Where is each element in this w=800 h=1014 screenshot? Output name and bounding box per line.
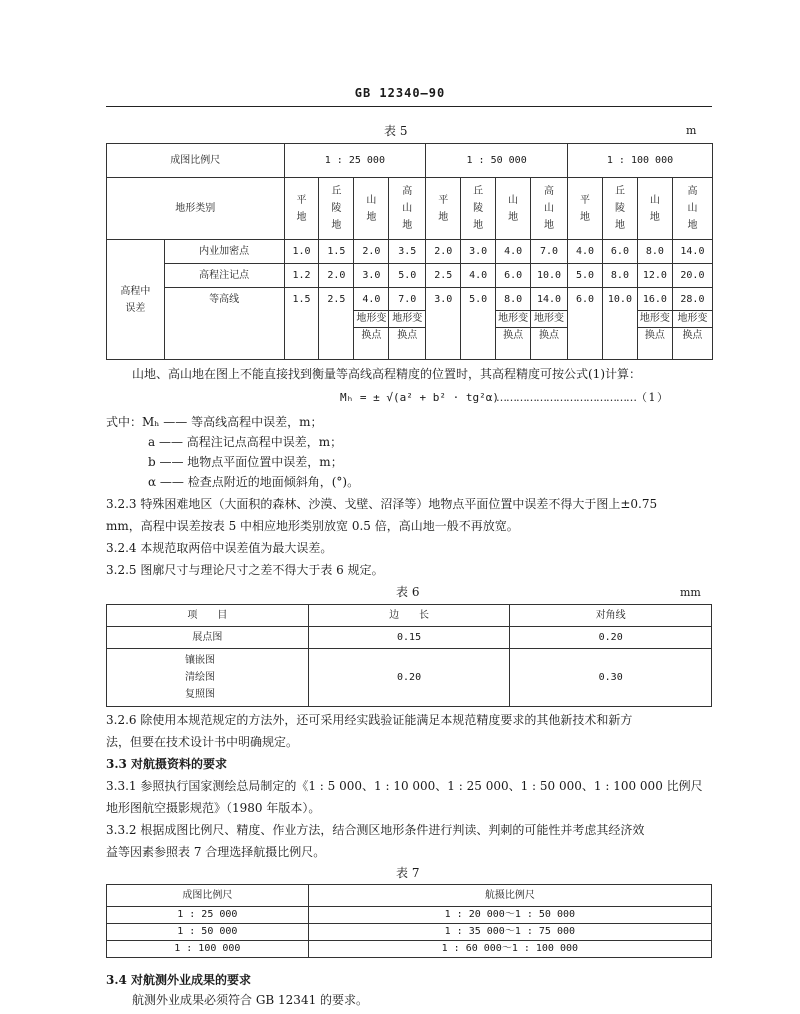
formula-number: ……………………………………（ 1 ） <box>496 391 667 404</box>
col-header-item: 项 目 <box>107 605 309 627</box>
cell-value: 1 : 20 000～1 : 50 000 <box>308 907 711 924</box>
section-3-3-heading: 3.3 对航摄资料的要求 <box>106 757 228 771</box>
scale-25000: 1 : 25 000 <box>284 144 426 178</box>
error-value-cell: 1.5 <box>319 240 354 264</box>
terrain-change-note: 地形变 <box>638 310 672 327</box>
scale-100000: 1 : 100 000 <box>568 144 713 178</box>
error-value-cell: 7.0 地形变 换点 <box>389 288 426 360</box>
cell-value: 1 : 50 000 <box>107 924 309 941</box>
error-value-cell: 2.0 <box>319 264 354 288</box>
error-value-cell: 3.0 <box>354 264 389 288</box>
error-value-cell: 6.0 <box>568 288 603 360</box>
error-value-cell: 4.0 <box>461 264 496 288</box>
terrain-change-note: 地形变 <box>354 310 388 327</box>
error-value-cell: 12.0 <box>637 264 672 288</box>
cell-value: 1 : 100 000 <box>107 941 309 958</box>
terrain-type-header: 山 地 <box>637 178 672 240</box>
clause-3-3-2-cont: 益等因素参照表 7 合理选择航摄比例尺。 <box>106 845 326 859</box>
table6-unit: mm <box>680 586 701 599</box>
table7-caption: 表 7 <box>396 866 420 880</box>
error-value-cell: 1.2 <box>284 264 319 288</box>
error-value-cell: 8.0 地形变 换点 <box>496 288 531 360</box>
error-value-cell: 4.0 <box>568 240 603 264</box>
where-line: a —— 高程注记点高程中误差，m； <box>148 435 343 449</box>
error-value-cell: 10.0 <box>531 264 568 288</box>
formula-intro: 山地、高山地在图上不能直接找到衡量等高线高程精度的位置时，其高程精度可按公式(1)计算： <box>132 367 642 381</box>
cell-value: 0.20 <box>510 627 712 649</box>
error-value-cell: 8.0 <box>602 264 637 288</box>
terrain-change-note: 地形变 <box>496 310 530 327</box>
terrain-type-header: 高 山 地 <box>389 178 426 240</box>
terrain-type-header: 山 地 <box>496 178 531 240</box>
terrain-change-note: 换点 <box>354 327 388 344</box>
error-value-cell: 3.0 <box>461 240 496 264</box>
clause-3-3-2: 3.3.2 根据成图比例尺、精度、作业方法，结合测区地形条件进行判读、判刺的可能性并考虑其经济效 <box>106 823 645 837</box>
terrain-change-note: 地形变 <box>389 310 425 327</box>
terrain-change-note: 换点 <box>673 327 712 344</box>
cell-value: 0.30 <box>510 649 712 707</box>
terrain-header: 地形类别 <box>107 178 285 240</box>
cell-value: 0.15 <box>308 627 510 649</box>
terrain-change-note: 地形变 <box>673 310 712 327</box>
col-header-side: 边 长 <box>308 605 510 627</box>
error-value-cell: 16.0 地形变 换点 <box>637 288 672 360</box>
table5 <box>106 143 713 360</box>
clause-3-2-6: 3.2.6 除使用本规范规定的方法外，还可采用经实践验证能满足本规范精度要求的其他新技术和新方 <box>106 713 633 727</box>
terrain-change-note: 地形变 <box>531 310 567 327</box>
error-value-cell: 2.0 <box>426 240 461 264</box>
error-value-cell: 2.5 <box>426 264 461 288</box>
document-header: GB 12340—90 <box>354 86 446 100</box>
where-line: 式中：Mₕ —— 等高线高程中误差，m； <box>106 415 323 429</box>
row-label: 高程注记点 <box>164 264 284 288</box>
error-value-cell: 10.0 <box>602 288 637 360</box>
col-header-map-scale: 成图比例尺 <box>107 885 309 907</box>
table7 <box>106 884 712 958</box>
error-value-cell: 7.0 <box>531 240 568 264</box>
terrain-type-header: 平 地 <box>284 178 319 240</box>
error-value-cell: 14.0 <box>672 240 712 264</box>
error-value-cell: 5.0 <box>461 288 496 360</box>
error-value-cell: 2.0 <box>354 240 389 264</box>
cell-value: 1 : 35 000～1 : 75 000 <box>308 924 711 941</box>
clause-3-4-text: 航测外业成果必须符合 GB 12341 的要求。 <box>132 993 369 1007</box>
terrain-type-header: 丘 陵 地 <box>461 178 496 240</box>
cell-value: 0.20 <box>308 649 510 707</box>
terrain-change-note: 换点 <box>638 327 672 344</box>
where-line: α —— 检查点附近的地面倾斜角，(°)。 <box>148 475 360 489</box>
error-value-cell: 5.0 <box>389 264 426 288</box>
error-value-cell: 8.0 <box>637 240 672 264</box>
row-label: 展点图 <box>107 627 309 649</box>
table5-caption: 表 5 <box>384 124 408 138</box>
group-label: 高程中 误差 <box>107 240 165 360</box>
clause-3-3-1: 3.3.1 参照执行国家测绘总局制定的《1 : 5 000、1 : 10 000、1 : 25 000、1 : 50 000、1 : 100 000 比例尺 <box>106 779 703 793</box>
table6 <box>106 604 712 707</box>
row-label-group: 镶嵌图 清绘图 复照图 <box>107 649 309 707</box>
col-header-photo-scale: 航摄比例尺 <box>308 885 711 907</box>
error-value-cell: 1.5 <box>284 288 319 360</box>
error-value-cell: 3.5 <box>389 240 426 264</box>
terrain-type-header: 丘 陵 地 <box>319 178 354 240</box>
terrain-change-note: 换点 <box>531 327 567 344</box>
error-value-cell: 1.0 <box>284 240 319 264</box>
error-value-cell: 5.0 <box>568 264 603 288</box>
cell-value: 1 : 60 000～1 : 100 000 <box>308 941 711 958</box>
error-value-cell: 20.0 <box>672 264 712 288</box>
terrain-change-note: 换点 <box>496 327 530 344</box>
terrain-type-header: 平 地 <box>426 178 461 240</box>
table5-unit: m <box>686 124 697 137</box>
error-value-cell: 14.0 地形变 换点 <box>531 288 568 360</box>
terrain-type-header: 高 山 地 <box>672 178 712 240</box>
terrain-type-header: 平 地 <box>568 178 603 240</box>
error-value-cell: 28.0 地形变 换点 <box>672 288 712 360</box>
terrain-type-header: 丘 陵 地 <box>602 178 637 240</box>
clause-3-2-6-cont: 法，但要在技术设计书中明确规定。 <box>106 735 299 749</box>
terrain-type-header: 高 山 地 <box>531 178 568 240</box>
formula: Mₕ = ± √(a² + b² · tg²α) <box>340 391 499 404</box>
terrain-type-header: 山 地 <box>354 178 389 240</box>
clause-3-2-3: 3.2.3 特殊困难地区（大面积的森林、沙漠、戈壁、沼泽等）地物点平面位置中误差不得大于图上±0.75 <box>106 497 658 511</box>
clause-3-2-3-cont: mm，高程中误差按表 5 中相应地形类别放宽 0.5 倍，高山地一般不再放宽。 <box>106 519 519 533</box>
error-value-cell: 4.0 <box>496 240 531 264</box>
error-value-cell: 2.5 <box>319 288 354 360</box>
error-value-cell: 6.0 <box>602 240 637 264</box>
clause-3-3-1-cont: 地形图航空摄影规范》（1980 年版本）。 <box>106 801 321 815</box>
row-label: 等高线 <box>164 288 284 360</box>
table6-caption: 表 6 <box>396 585 420 599</box>
header-rule <box>106 106 712 107</box>
cell-value: 1 : 25 000 <box>107 907 309 924</box>
terrain-change-note: 换点 <box>389 327 425 344</box>
scale-50000: 1 : 50 000 <box>426 144 568 178</box>
section-3-4-heading: 3.4 对航测外业成果的要求 <box>106 973 252 987</box>
clause-3-2-5: 3.2.5 图廓尺寸与理论尺寸之差不得大于表 6 规定。 <box>106 563 384 577</box>
error-value-cell: 3.0 <box>426 288 461 360</box>
error-value-cell: 4.0 地形变 换点 <box>354 288 389 360</box>
clause-3-2-4: 3.2.4 本规范取两倍中误差值为最大误差。 <box>106 541 333 555</box>
where-line: b —— 地物点平面位置中误差，m； <box>148 455 343 469</box>
error-value-cell: 6.0 <box>496 264 531 288</box>
col-header-diagonal: 对角线 <box>510 605 712 627</box>
scale-header: 成图比例尺 <box>107 144 285 178</box>
row-label: 内业加密点 <box>164 240 284 264</box>
